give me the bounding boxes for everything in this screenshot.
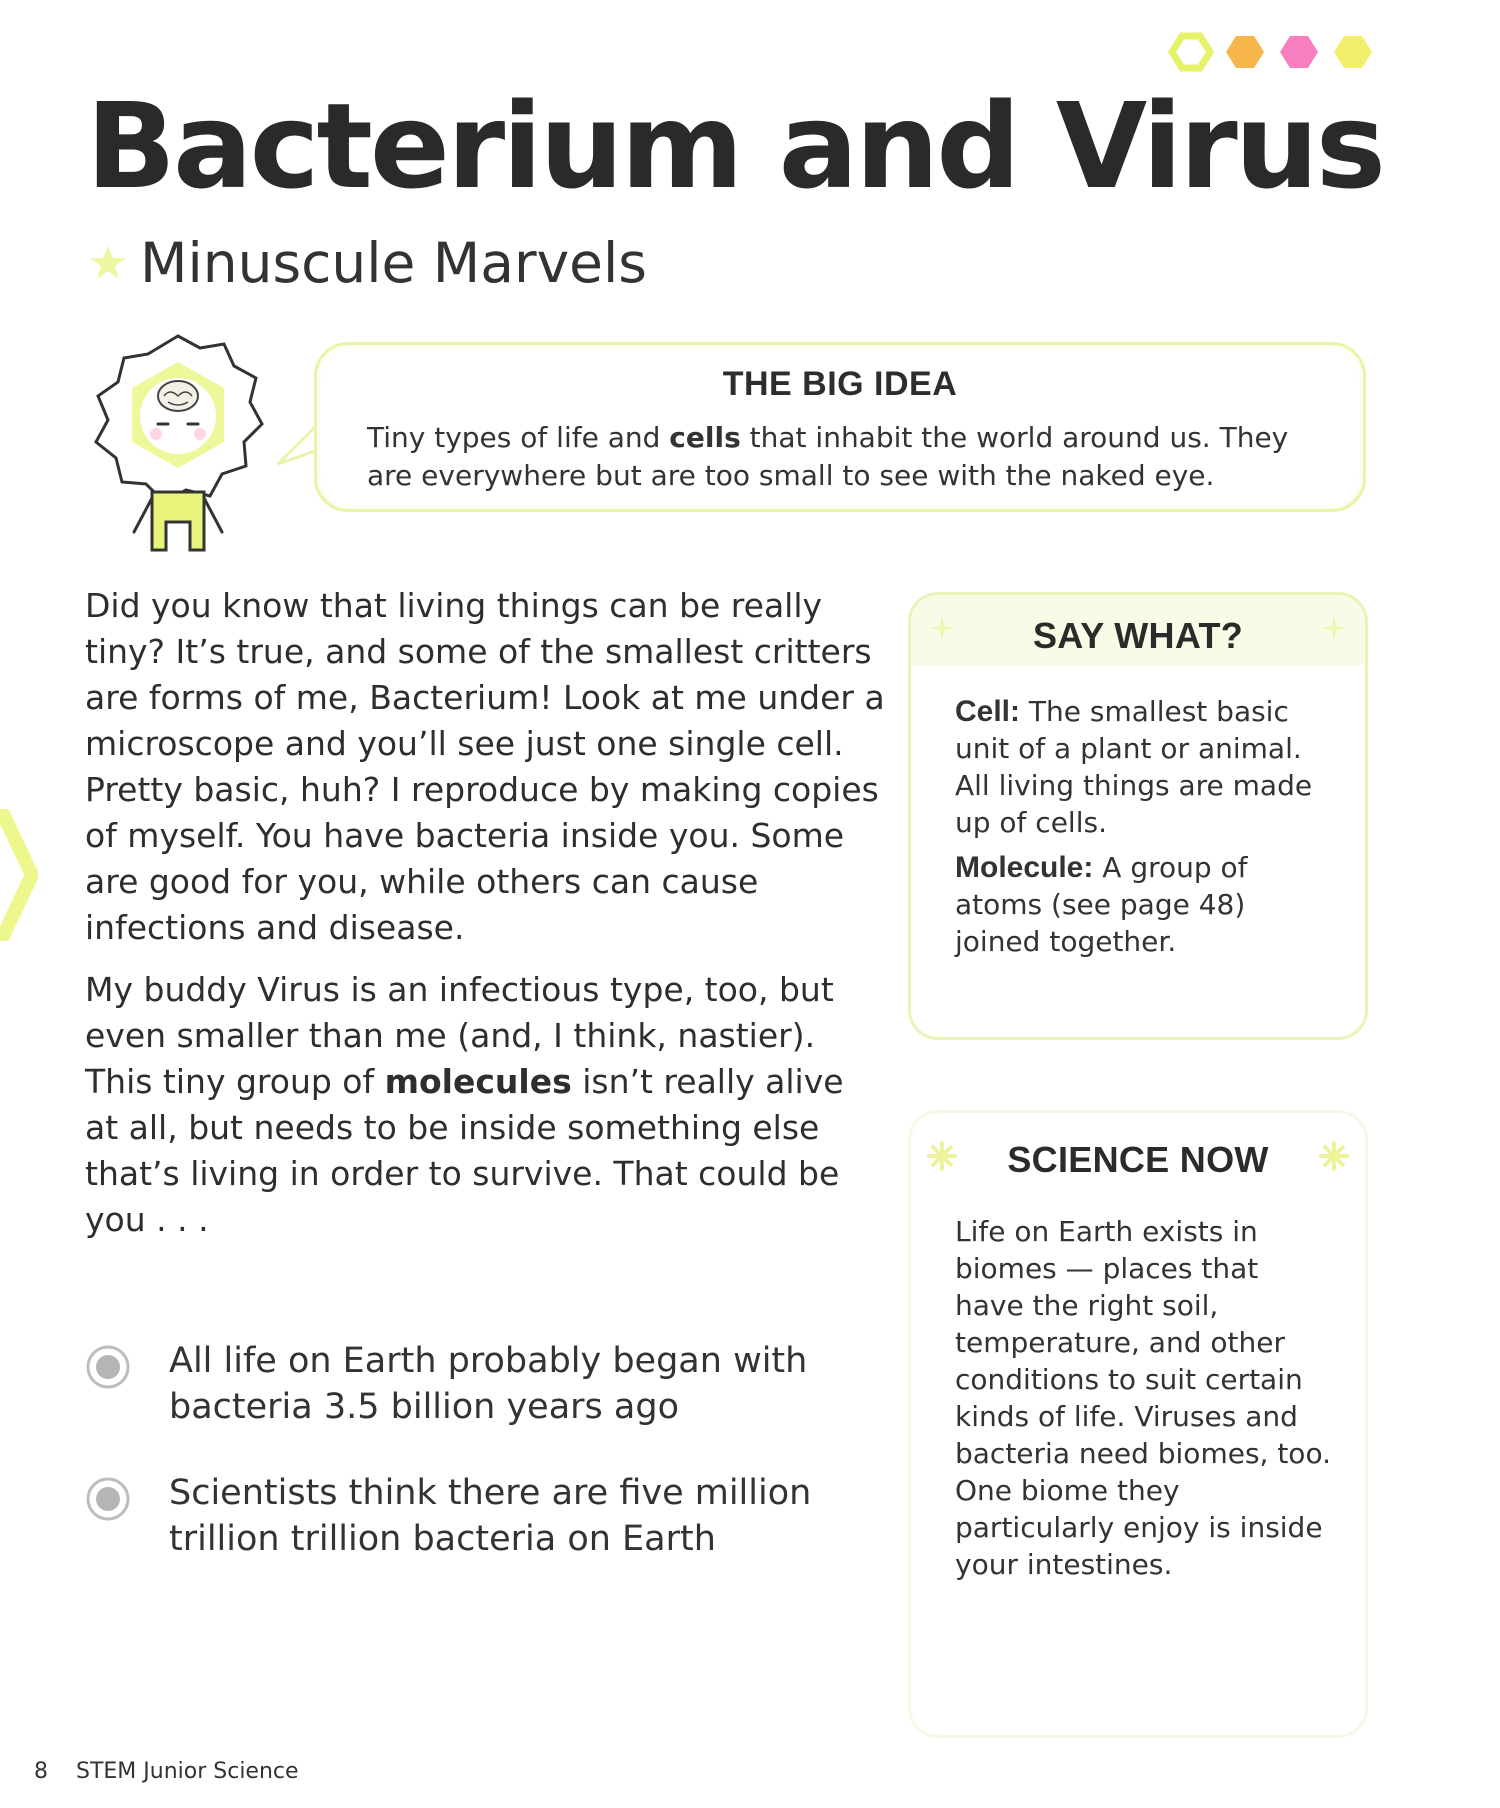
bullet-circle-icon <box>85 1476 131 1522</box>
fact-text: All life on Earth probably began with bacteria 3.5 billion years ago <box>169 1341 808 1427</box>
bullet-circle-icon <box>85 1344 131 1390</box>
list-item <box>85 1470 885 1562</box>
big-idea-bold-term: cells <box>669 421 741 454</box>
page-number: 8 <box>34 1759 48 1784</box>
hexagon-icon <box>1280 36 1318 68</box>
list-item <box>85 1338 885 1430</box>
star-icon <box>88 243 128 283</box>
big-idea-heading: THE BIG IDEA <box>722 365 958 403</box>
glossary-entry <box>955 849 1335 960</box>
big-idea-text <box>367 419 1303 495</box>
big-idea-text-start: Tiny types of life and <box>367 421 670 454</box>
big-idea-box <box>314 342 1366 512</box>
body-paragraph <box>85 967 885 1243</box>
science-now-text: Life on Earth exists in biomes — places that have the right soil, temperature, and other conditions to suit certain kinds of life. Viruses and bacteria need biomes, too. One biome they particularly enjoy is inside your intestines. <box>955 1215 1331 1581</box>
body-paragraph-end: isn’t really alive at all, but needs to be inside something else that’s living in order to survive. That could be you . . . <box>85 1062 844 1239</box>
glossary-entry <box>955 693 1335 841</box>
page-subtitle: Minuscule Marvels <box>140 231 647 295</box>
hexagon-icon <box>1172 36 1210 68</box>
hexagon-icon <box>1334 36 1372 68</box>
say-what-panel <box>908 592 1368 1040</box>
body-bold-term: molecules <box>384 1062 572 1101</box>
big-idea-text-end: that inhabit the world around us. They are everywhere but are too small to see with the naked eye. <box>367 421 1289 492</box>
page-title: Bacterium and Virus <box>86 77 1383 215</box>
glossary-definition: A group of atoms (see page 48) joined together. <box>955 851 1248 958</box>
glossary-definition: The smallest basic unit of a plant or animal. All living things are made up of cells. <box>955 695 1313 839</box>
edge-hexagon-decoration <box>0 808 38 942</box>
science-now-heading: SCIENCE NOW <box>1007 1139 1269 1180</box>
bacterium-character <box>88 332 268 552</box>
science-now-panel <box>908 1110 1368 1738</box>
glossary-term: Cell: <box>955 695 1021 728</box>
page-footer <box>34 1759 299 1784</box>
glossary <box>955 693 1335 968</box>
body-paragraph-start: My buddy Virus is an infectious type, too, but even smaller than me (and, I think, nastier). This tiny group of <box>85 970 834 1101</box>
hexagon-dots-decoration <box>1160 28 1380 76</box>
glossary-term: Molecule: <box>955 851 1094 884</box>
hexagon-icon <box>1226 36 1264 68</box>
subtitle-row <box>88 228 647 298</box>
body-paragraph: Did you know that living things can be really tiny? It’s true, and some of the smallest critters are forms of me, Bacterium! Look at me under a microscope and you’ll see just one single cell. Pretty basic, huh? I reproduce by making copies of myself. You have bacteria inside you. Some are good for you, while others can cause infections and disease. <box>85 586 885 947</box>
main-text <box>85 583 885 1259</box>
book-title: STEM Junior Science <box>76 1759 299 1784</box>
say-what-heading: SAY WHAT? <box>1032 615 1244 656</box>
fact-text: Scientists think there are five million trillion trillion bacteria on Earth <box>169 1473 812 1559</box>
fact-list <box>85 1338 885 1602</box>
